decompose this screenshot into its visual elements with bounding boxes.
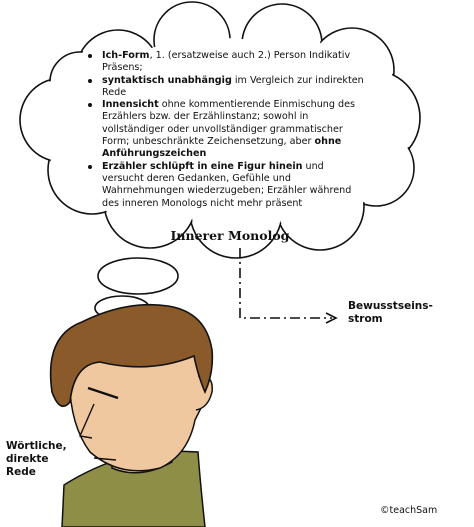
bullet-keyword: syntaktisch unabhängig — [102, 74, 232, 86]
stream-label-line: Bewusstseins- — [348, 300, 433, 312]
copyright: ©teachSam — [380, 505, 438, 516]
speech-label-line: direkte — [6, 453, 49, 465]
feature-bullet — [86, 99, 364, 160]
speech-label — [6, 440, 67, 479]
bullet-dot-icon — [88, 165, 92, 169]
feature-bullet — [86, 50, 364, 75]
stream-connector-line — [240, 248, 332, 318]
stream-connector — [240, 248, 336, 323]
bullet-keyword: Erzähler schlüpft in eine Figur hinein — [102, 160, 303, 172]
bullet-text: im Vergleich zur indirekten Rede — [102, 74, 364, 98]
bullet-text: , 1. (ersatzweise auch 2.) Person Indikativ Präsens; — [102, 50, 351, 74]
stream-label-line: strom — [348, 313, 383, 325]
diagram-title: Innerer Monolog — [170, 228, 290, 243]
bullet-text: ohne kommentierende Einmischung des Erzählers bzw. der Erzählinstanz; sowohl in vollständiger oder unvollständiger grammatischer Form; unbeschränkte Zeichensetzung, aber — [102, 99, 356, 148]
bullet-dot-icon — [88, 103, 92, 107]
bullet-keyword: ohne Anführungszeichen — [102, 136, 342, 160]
feature-bullet — [86, 75, 364, 100]
bullet-keyword: Innensicht — [102, 99, 159, 111]
speech-label-line: Rede — [6, 466, 36, 478]
bullet-text: und versucht deren Gedanken, Gefühle und Wahrnehmungen wiederzugeben; Erzähler während des inneren Monologs nicht mehr präsent — [102, 160, 352, 209]
thought-bubble-large — [98, 258, 178, 294]
speech-label-line: Wörtliche, — [6, 440, 67, 452]
bullet-dot-icon — [88, 54, 92, 58]
bullet-dot-icon — [88, 79, 92, 83]
monolog-feature-list — [86, 50, 364, 210]
stream-label — [348, 300, 433, 326]
head-figure — [51, 305, 213, 527]
feature-bullet — [86, 161, 364, 210]
bullet-keyword: Ich-Form — [102, 50, 150, 61]
